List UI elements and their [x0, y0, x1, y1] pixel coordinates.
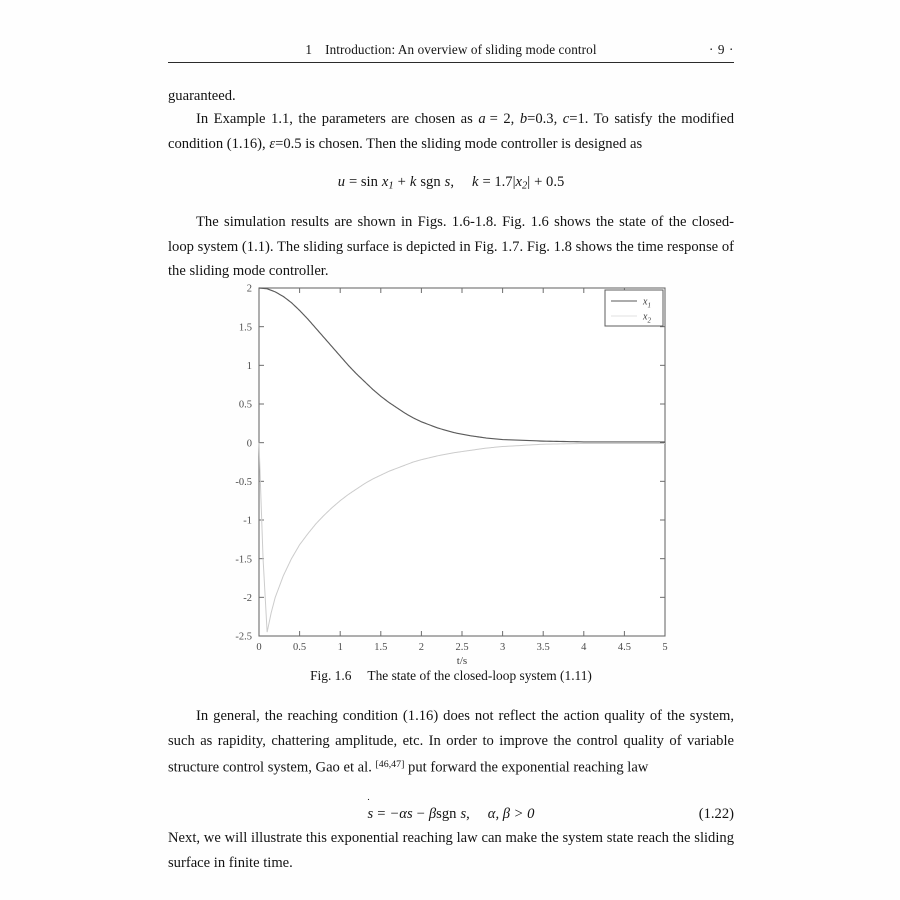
- x-tick-label: 0: [256, 642, 262, 653]
- paragraph-guaranteed: guaranteed.: [168, 88, 236, 104]
- running-head-title: Introduction: An overview of sliding mode control: [325, 42, 597, 57]
- eq1-k2: k: [471, 174, 479, 190]
- p2-val-b: =0.3: [527, 111, 554, 127]
- y-tick-label: -2.5: [235, 631, 252, 643]
- equation-reaching-law: [168, 806, 734, 823]
- eq1-x1: x: [381, 174, 389, 190]
- eq1-k: k: [409, 174, 417, 190]
- eq1-u: u: [337, 174, 345, 190]
- x-tick-label: 1.5: [374, 642, 388, 653]
- running-head-chapter-number: 1: [305, 42, 313, 57]
- eq1-x1-sub: 1: [388, 180, 394, 192]
- x-tick-label: 2: [418, 642, 425, 653]
- figure-caption: [168, 668, 734, 684]
- x-tick-label: 2.5: [455, 642, 469, 653]
- x-tick-label: 4: [581, 642, 587, 653]
- eq2-sdot: s: [367, 806, 374, 822]
- legend-box: [605, 290, 663, 326]
- eq2-minus-alpha: −α: [389, 806, 407, 822]
- x-tick-label: 1: [337, 642, 343, 653]
- x-tick-label: 3.5: [536, 642, 550, 653]
- eq2-condition: α, β > 0: [487, 806, 535, 822]
- eq2-s2: s: [460, 806, 467, 822]
- x-axis-title: t/s: [456, 655, 468, 667]
- p2-text-b: . To satisfy the modified condition (1.16),: [168, 111, 734, 152]
- y-tick-label: -0.5: [235, 476, 252, 488]
- x-tick-label: 3: [499, 642, 506, 653]
- state-response-chart: [195, 282, 695, 682]
- figure-caption-text: The state of the closed-loop system (1.11): [367, 668, 592, 683]
- p2-text-a: In Example 1.1, the parameters are chosen as: [196, 111, 479, 127]
- y-tick-label: 1.5: [238, 322, 252, 334]
- eq1-eq2: = 1.7: [482, 174, 513, 190]
- figure-caption-label: Fig. 1.6: [310, 668, 352, 683]
- paragraph-simulation-results: The simulation results are shown in Figs. 1.6-1.8. Fig. 1.6 shows the state of the closed-loop system (1.1). The sliding surface is depicted in Fig. 1.7. Fig. 1.8 shows the time response of the sliding mode controller.: [168, 214, 734, 280]
- p2-var-a: a: [478, 111, 486, 127]
- x-tick-label: 0.5: [293, 642, 307, 653]
- p2-var-b: b: [519, 111, 528, 127]
- y-tick-label: 0: [246, 438, 252, 450]
- plot-frame: [259, 288, 665, 636]
- eq1-x2: x: [515, 174, 522, 190]
- y-tick-label: -1: [243, 515, 252, 527]
- p2-val-c: =1: [569, 111, 585, 127]
- y-tick-label: 1: [246, 360, 252, 372]
- eq1-s: s: [444, 174, 451, 190]
- eq2-s1: s: [406, 806, 413, 822]
- equation-number: (1.22): [698, 806, 734, 822]
- eq1-tail: + 0.5: [534, 174, 565, 190]
- p2-var-epsilon: ε: [269, 135, 276, 152]
- eq2-sgn: sgn: [436, 806, 457, 822]
- eq1-x2-sub: 2: [522, 180, 528, 192]
- eq1-plus: +: [397, 174, 406, 190]
- p4-text-a: In general, the reaching condition (1.16) does not reflect the action quality of the system, such as rapidity, chattering amplitude, etc. In order to improve the control quality of variable structure control system, Gao et al.: [168, 708, 734, 776]
- running-head-rule: [168, 62, 734, 63]
- eq1-bar-open: |: [512, 174, 516, 190]
- eq1-sgn: sgn: [420, 174, 441, 190]
- p2-val-epsilon: =0.5: [275, 135, 302, 152]
- p2-sep-2: ,: [553, 111, 563, 127]
- x-tick-label: 4.5: [617, 642, 631, 653]
- p2-var-c: c: [562, 111, 570, 127]
- p2-sep-1: ,: [510, 111, 520, 127]
- chart-legend: [605, 290, 663, 326]
- legend-label-x2: $x_2$: [643, 311, 651, 325]
- y-tick-label: 2: [246, 283, 252, 295]
- p4-citation: [46,47]: [375, 759, 405, 771]
- p4-text-b: put forward the exponential reaching law: [404, 759, 649, 776]
- y-tick-label: 0.5: [238, 399, 252, 411]
- eq2-comma: ,: [466, 806, 470, 822]
- equation-controller: [168, 174, 734, 192]
- eq2-minus: −: [416, 806, 425, 822]
- paragraph-reaching-condition: [168, 704, 734, 780]
- y-tick-label: -1.5: [235, 554, 252, 566]
- y-tick-label: -2: [243, 592, 252, 604]
- eq2-eq: =: [377, 806, 386, 822]
- p2-text-c: is chosen. Then the sliding mode controller is designed as: [301, 135, 643, 152]
- running-head: [168, 42, 734, 62]
- legend-label-x1: $x_1$: [643, 296, 651, 310]
- paragraph-next: Next, we will illustrate this exponential reaching law can make the system state reach the sliding surface in finite time.: [168, 830, 734, 871]
- eq1-eq: = sin: [348, 174, 378, 190]
- eq1-bar-close: |: [527, 174, 531, 190]
- eq2-beta: β: [428, 806, 437, 822]
- page-folio: · 9 ·: [709, 42, 734, 57]
- p2-val-a: = 2: [489, 111, 511, 127]
- paragraph-example-parameters: [168, 107, 734, 156]
- x-tick-label: 5: [662, 642, 668, 653]
- figure-1-6: [195, 282, 695, 682]
- eq1-comma: ,: [450, 174, 454, 190]
